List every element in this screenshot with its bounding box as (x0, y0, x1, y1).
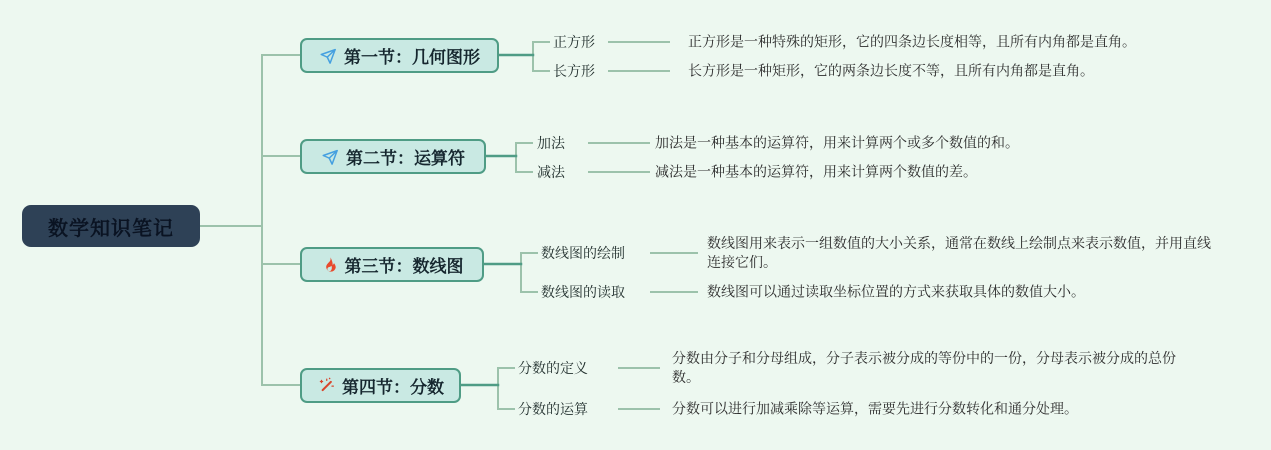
leaf-desc-fraction-operations[interactable]: 分数可以进行加减乘除等运算，需要先进行分数转化和通分处理。 (672, 400, 1078, 417)
magic-wand-icon (317, 377, 335, 395)
leaf-label-fraction-operations[interactable]: 分数的运算 (518, 401, 588, 417)
leaf-label-addition[interactable]: 加法 (537, 135, 565, 151)
leaf-label-square[interactable]: 正方形 (553, 34, 595, 50)
leaf-label-rectangle[interactable]: 长方形 (553, 63, 595, 79)
leaf-desc-fraction-definition[interactable]: 分数由分子和分母组成，分子表示被分成的等份中的一份，分母表示被分成的总份数。 (672, 350, 1176, 385)
branch-node-operators[interactable] (300, 139, 486, 174)
paper-plane-icon (319, 47, 337, 65)
leaf-label-fraction-definition[interactable]: 分数的定义 (518, 360, 588, 376)
leaf-label-numberline-read[interactable]: 数线图的读取 (541, 284, 625, 300)
leaf-label-numberline-draw[interactable]: 数线图的绘制 (541, 245, 625, 261)
leaf-desc-rectangle[interactable]: 长方形是一种矩形，它的两条边长度不等，且所有内角都是直角。 (688, 62, 1094, 79)
branch-node-fractions[interactable] (300, 368, 461, 403)
leaf-desc-numberline-read[interactable]: 数线图可以通过读取坐标位置的方式来获取具体的数值大小。 (707, 283, 1085, 300)
leaf-desc-numberline-draw[interactable]: 数线图用来表示一组数值的大小关系，通常在数线上绘制点来表示数值，并用直线连接它们。 (707, 235, 1211, 270)
branch-title: 第三节：数线图 (344, 257, 464, 276)
branch-title: 第二节：运算符 (346, 149, 465, 168)
branch-title: 第一节：几何图形 (344, 48, 480, 67)
root-node[interactable] (22, 205, 200, 247)
root-label: 数学知识笔记 (48, 217, 174, 240)
branch-title: 第四节：分数 (342, 378, 444, 397)
flame-icon (321, 256, 338, 274)
leaf-desc-addition[interactable]: 加法是一种基本的运算符，用来计算两个或多个数值的和。 (655, 134, 1019, 151)
leaf-label-subtraction[interactable]: 减法 (537, 164, 565, 180)
branch-node-number-line[interactable] (300, 247, 484, 282)
branch-node-geometry[interactable] (300, 38, 499, 73)
leaf-desc-subtraction[interactable]: 减法是一种基本的运算符，用来计算两个数值的差。 (655, 163, 977, 180)
leaf-desc-square[interactable]: 正方形是一种特殊的矩形，它的四条边长度相等，且所有内角都是直角。 (688, 33, 1136, 50)
paper-plane-icon (321, 148, 339, 166)
